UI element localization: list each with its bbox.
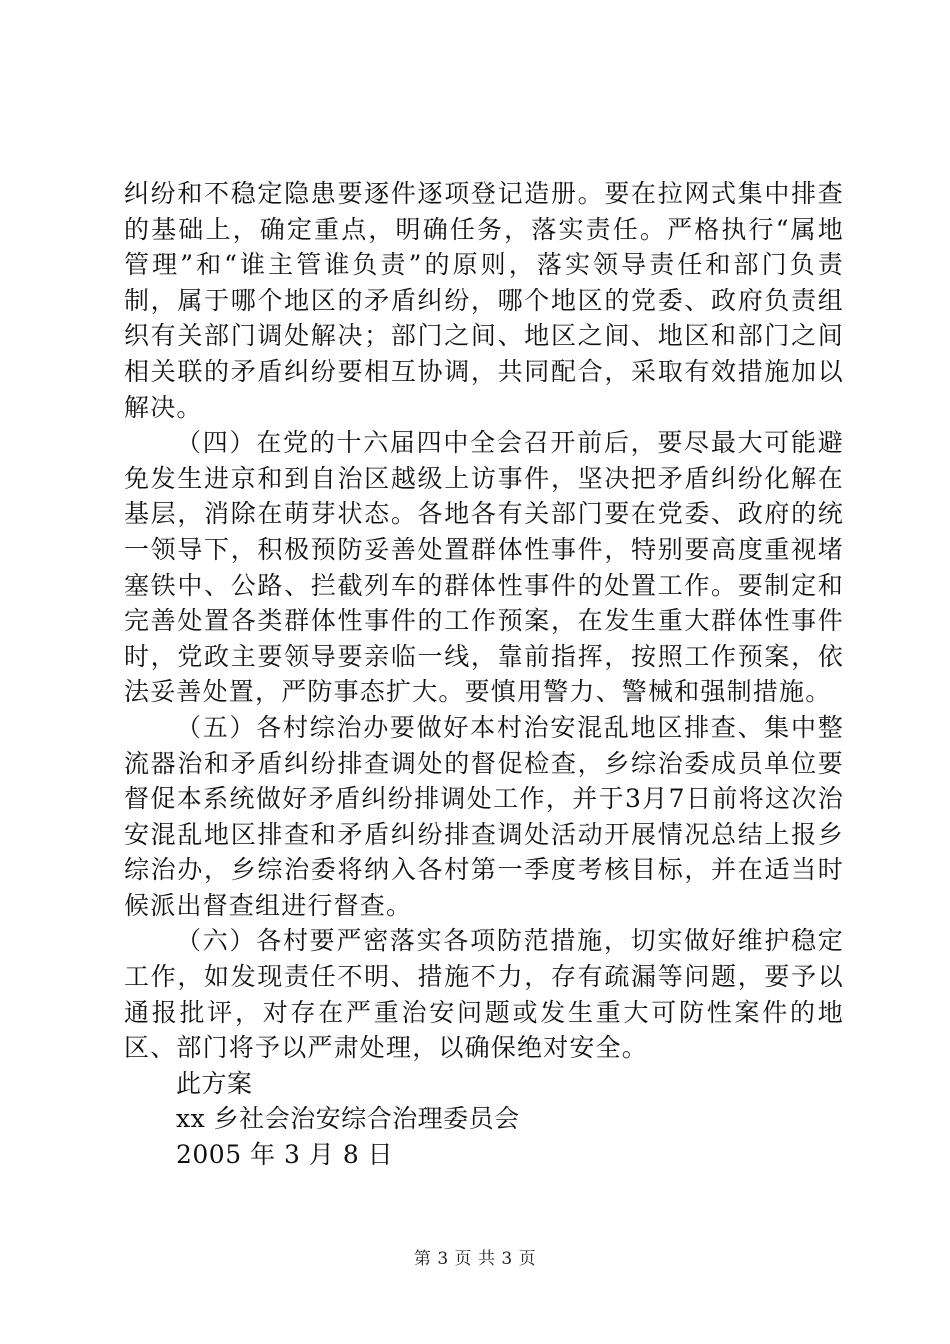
signoff-organization: xx 乡社会治安综合治理委员会 xyxy=(176,1104,520,1134)
document-body xyxy=(124,176,844,1173)
paragraph-item-four: （四）在党的十六届四中全会召开前后，要尽最大可能避免发生进京和到自治区越级上访事件，坚决把矛盾纠纷化解在基层，消除在萌芽状态。各地各有关部门要在党委、政府的统一领导下，积极预防妥善处置群体性事件，特别要高度重视堵塞铁中、公路、拦截列车的群体性事件的处置工作。要制定和完善处置各类群体性事件的工作预案，在发生重大群体性事件时，党政主要领导要亲临一线，靠前指挥，按照工作预案，依法妥善处置，严防事态扩大。要慎用警力、警械和强制措施。 xyxy=(124,428,844,707)
signoff-closing: 此方案 xyxy=(176,1068,253,1098)
signoff-date: 2005 年 3 月 8 日 xyxy=(176,1140,394,1170)
paragraph-item-six: （六）各村要严密落实各项防范措施，切实做好维护稳定工作，如发现责任不明、措施不力，存有疏漏等问题，要予以通报批评，对存在严重治安问题或发生重大可防性案件的地区、部门将予以严肃处理，以确保绝对安全。 xyxy=(124,926,844,1063)
page-number-footer: 第 3 页 共 3 页 xyxy=(413,1249,537,1269)
paragraph-item-five: （五）各村综治办要做好本村治安混乱地区排查、集中整流器治和矛盾纠纷排查调处的督促检查，乡综治委成员单位要督促本系统做好矛盾纠纷排调处工作，并于3月7日前将这次治安混乱地区排查和矛盾纠纷排查调处活动开展情况总结上报乡综治办，乡综治委将纳入各村第一季度考核目标，并在适当时候派出督查组进行督查。 xyxy=(124,712,844,920)
paragraph-continuation: 纠纷和不稳定隐患要逐件逐项登记造册。要在拉网式集中排查的基础上，确定重点，明确任务，落实责任。严格执行“属地管理”和“谁主管谁负责”的原则，落实领导责任和部门负责制，属于哪个地区的矛盾纠纷，哪个地区的党委、政府负责组织有关部门调处解决；部门之间、地区之间、地区和部门之间相关联的矛盾纠纷要相互协调，共同配合，采取有效措施加以解决。 xyxy=(124,179,844,422)
